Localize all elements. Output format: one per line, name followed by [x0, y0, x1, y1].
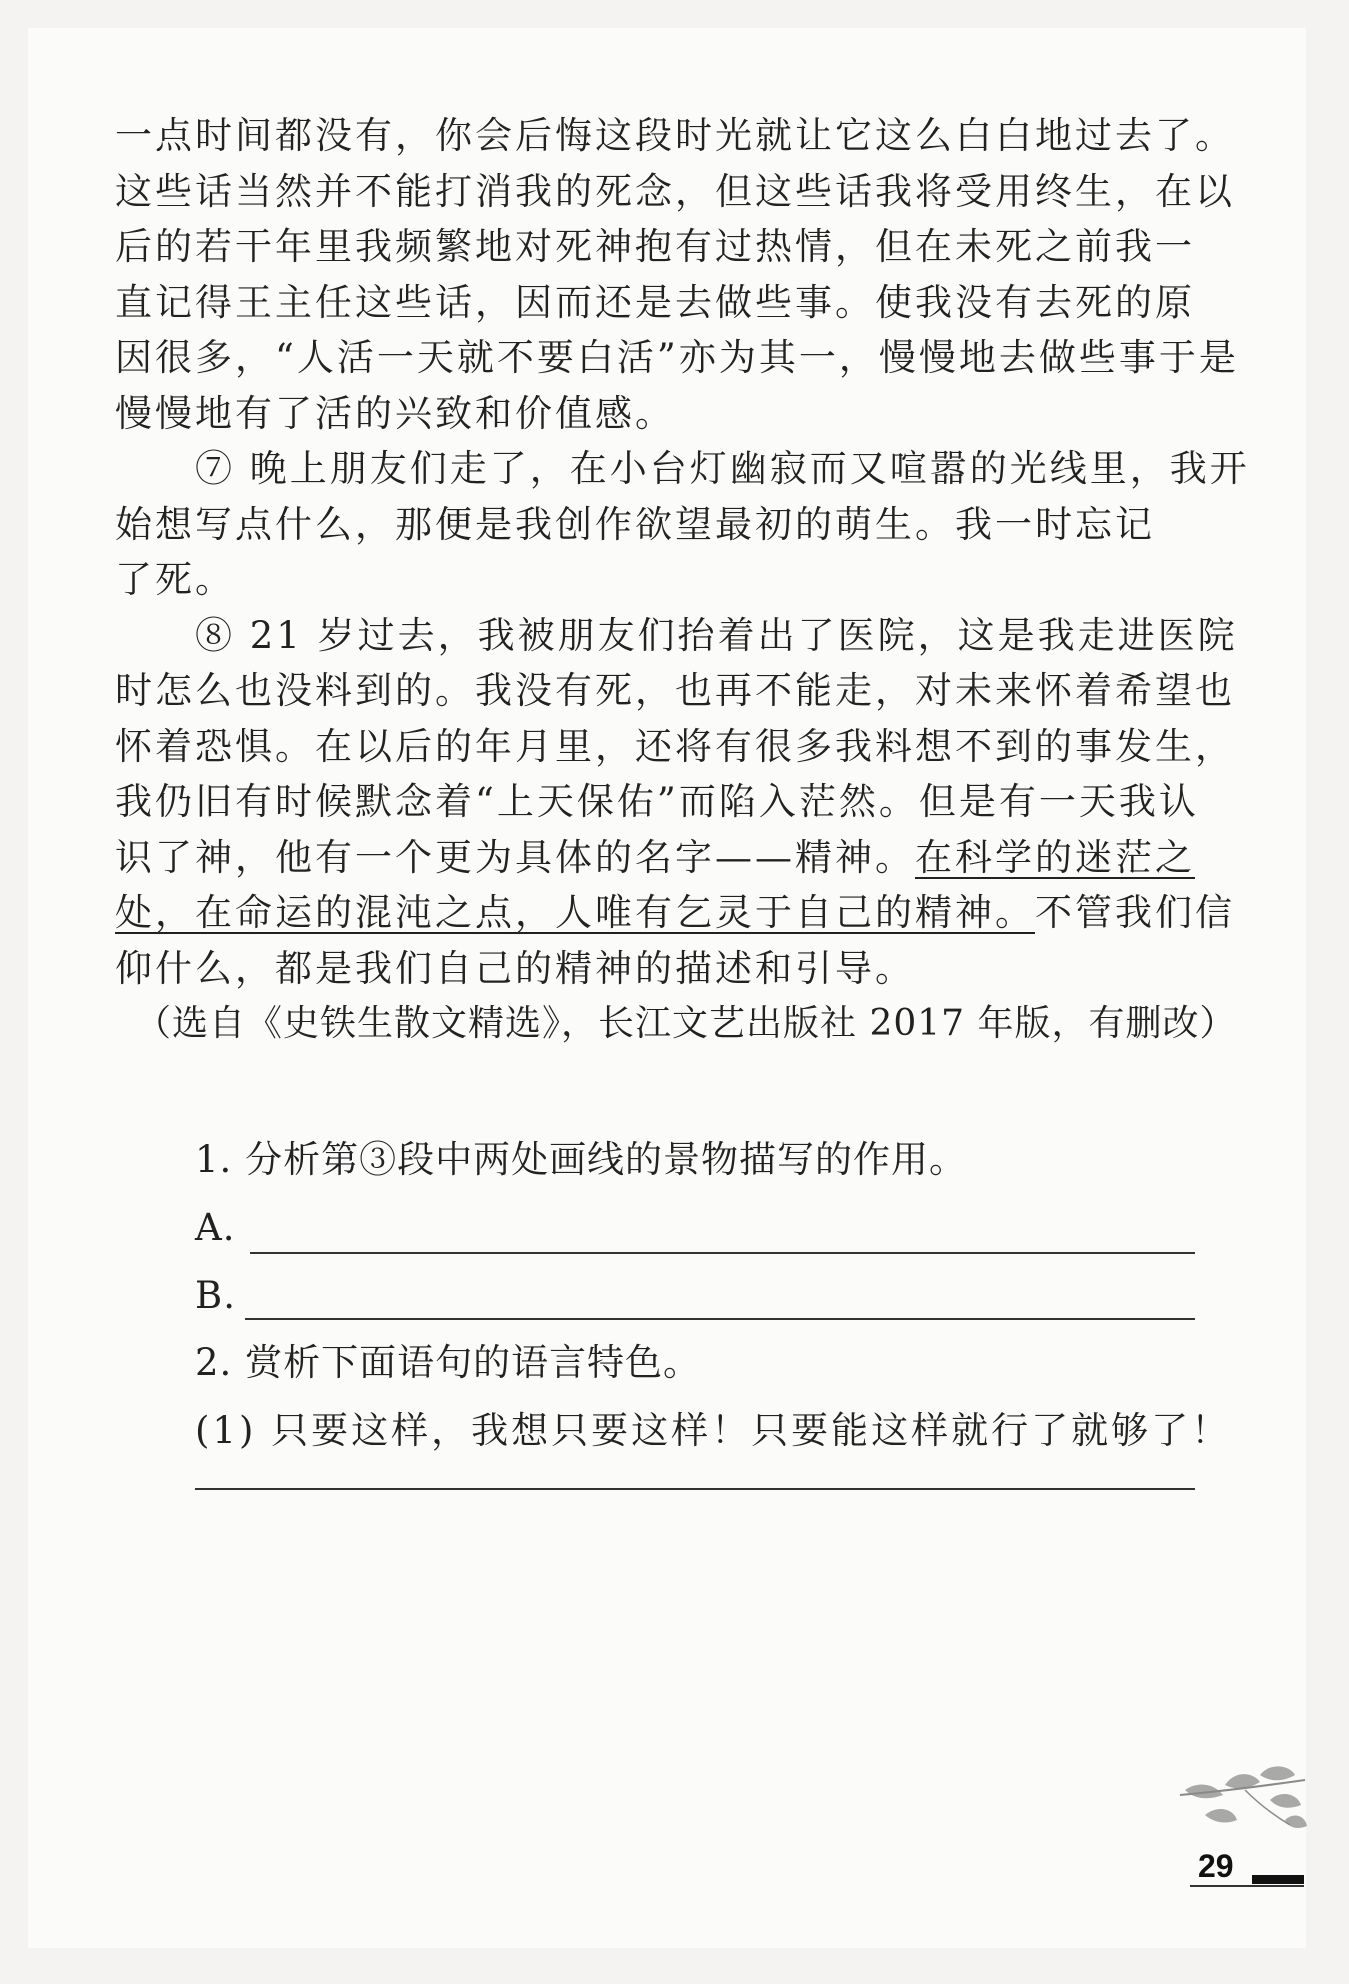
paragraph-7-start: ⑦ 晚上朋友们走了，在小台灯幽寂而又喧嚣的光线里，我开: [195, 447, 1250, 490]
passage-text: 不管我们信: [1035, 891, 1235, 934]
underlined-sentence: 在科学的迷茫之: [915, 836, 1195, 879]
page-number-rule: [1190, 1885, 1304, 1887]
passage-line: 我仍旧有时候默念着“上天保佑”而陷入茫然。但是有一天我认: [115, 780, 1199, 823]
source-citation: （选自《史铁生散文精选》，长江文艺出版社 2017 年版，有删改）: [135, 1003, 1237, 1044]
passage-line: [115, 830, 1195, 886]
passage-text: 识了神，他有一个更为具体的名字——精神。: [115, 836, 915, 879]
passage-line: 这些话当然并不能打消我的死念，但这些话我将受用终生，在以: [115, 170, 1235, 213]
passage-line: 一点时间都没有，你会后悔这段时光就让它这么白白地过去了。: [115, 114, 1235, 157]
passage-line: 怀着恐惧。在以后的年月里，还将有很多我料想不到的事发生，: [115, 725, 1235, 768]
passage-line: 了死。: [115, 558, 235, 601]
paragraph-8-start: ⑧ 21 岁过去，我被朋友们抬着出了医院，这是我走进医院: [195, 614, 1238, 657]
page-number-bar: [1252, 1875, 1304, 1884]
question-1: 1. 分析第③段中两处画线的景物描写的作用。: [195, 1138, 968, 1181]
question-2-1: (1) 只要这样，我想只要这样！只要能这样就行了就够了！: [195, 1409, 1232, 1452]
question-2: 2. 赏析下面语句的语言特色。: [195, 1341, 702, 1384]
passage-line: 时怎么也没料到的。我没有死，也再不能走，对未来怀着希望也: [115, 669, 1235, 712]
page-number: 29: [1198, 1848, 1234, 1884]
passage-line: 直记得王主任这些话，因而还是去做些事。使我没有去死的原: [115, 281, 1195, 324]
passage-line: 始想写点什么，那便是我创作欲望最初的萌生。我一时忘记: [115, 503, 1155, 546]
answer-label-b: B.: [195, 1274, 236, 1317]
leaf-decoration-icon: [1175, 1760, 1310, 1850]
underlined-sentence: 处，在命运的混沌之点，人唯有乞灵于自己的精神。: [115, 891, 1035, 934]
answer-label-a: A.: [195, 1206, 236, 1249]
answer-blank-a[interactable]: [250, 1252, 1195, 1254]
answer-blank-b[interactable]: [245, 1318, 1195, 1320]
passage-line: 慢慢地有了活的兴致和价值感。: [115, 392, 675, 435]
answer-blank-2-1[interactable]: [195, 1488, 1195, 1490]
passage-line: [115, 885, 1235, 941]
passage-line: 后的若干年里我频繁地对死神抱有过热情，但在未死之前我一: [115, 225, 1195, 268]
passage-line: 仰什么，都是我们自己的精神的描述和引导。: [115, 947, 915, 990]
passage-line: 因很多，“人活一天就不要白活”亦为其一，慢慢地去做些事于是: [115, 336, 1239, 379]
